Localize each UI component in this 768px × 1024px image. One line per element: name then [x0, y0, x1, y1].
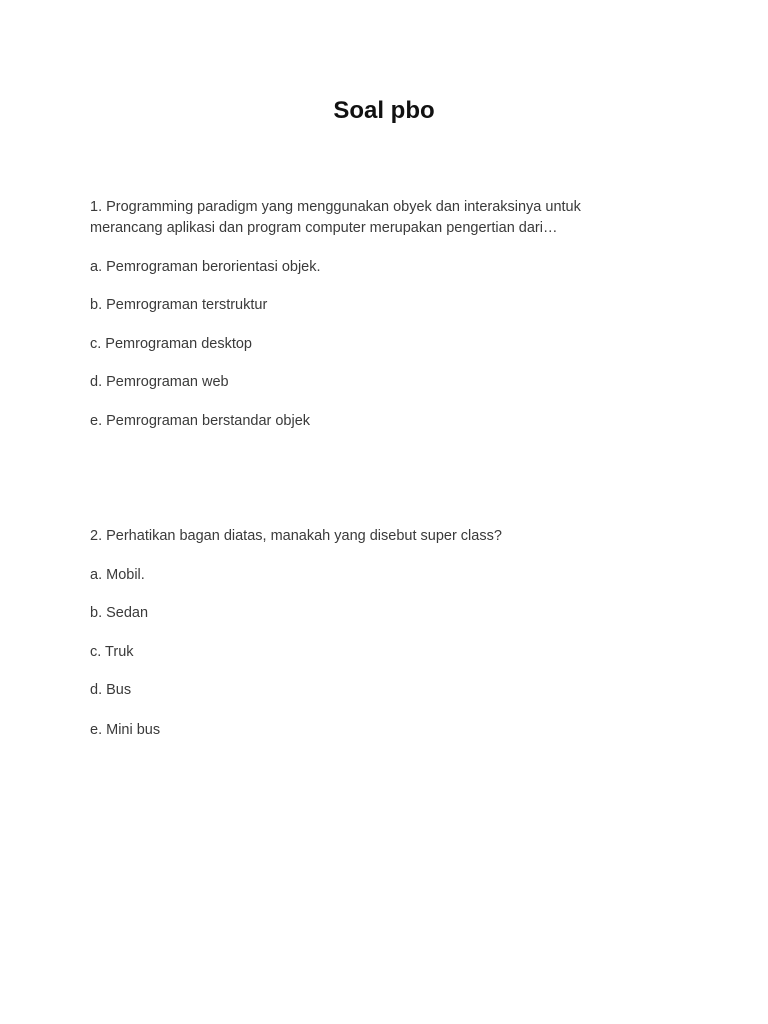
option-d: d. Bus [90, 682, 132, 698]
option-c: c. Truk [90, 644, 134, 660]
option-b: b. Pemrograman terstruktur [90, 297, 268, 313]
option-a: a. Mobil. [90, 567, 145, 583]
option-d: d. Pemrograman web [90, 374, 229, 390]
page-title: Soal pbo [333, 97, 435, 124]
question-text: 1. Programming paradigm yang menggunakan obyek dan interaksinya untuk merancang aplikasi dan program computer merupakan pengertian dari… [90, 199, 581, 236]
option-b: b. Sedan [90, 605, 149, 621]
question-text: 2. Perhatikan bagan diatas, manakah yang disebut super class? [90, 528, 502, 544]
option-c: c. Pemrograman desktop [90, 336, 252, 352]
option-e: e. Pemrograman berstandar objek [90, 413, 311, 429]
option-a: a. Pemrograman berorientasi objek. [90, 259, 321, 275]
option-e: e. Mini bus [90, 722, 161, 738]
question-2 [90, 526, 610, 738]
question-1 [90, 197, 610, 429]
